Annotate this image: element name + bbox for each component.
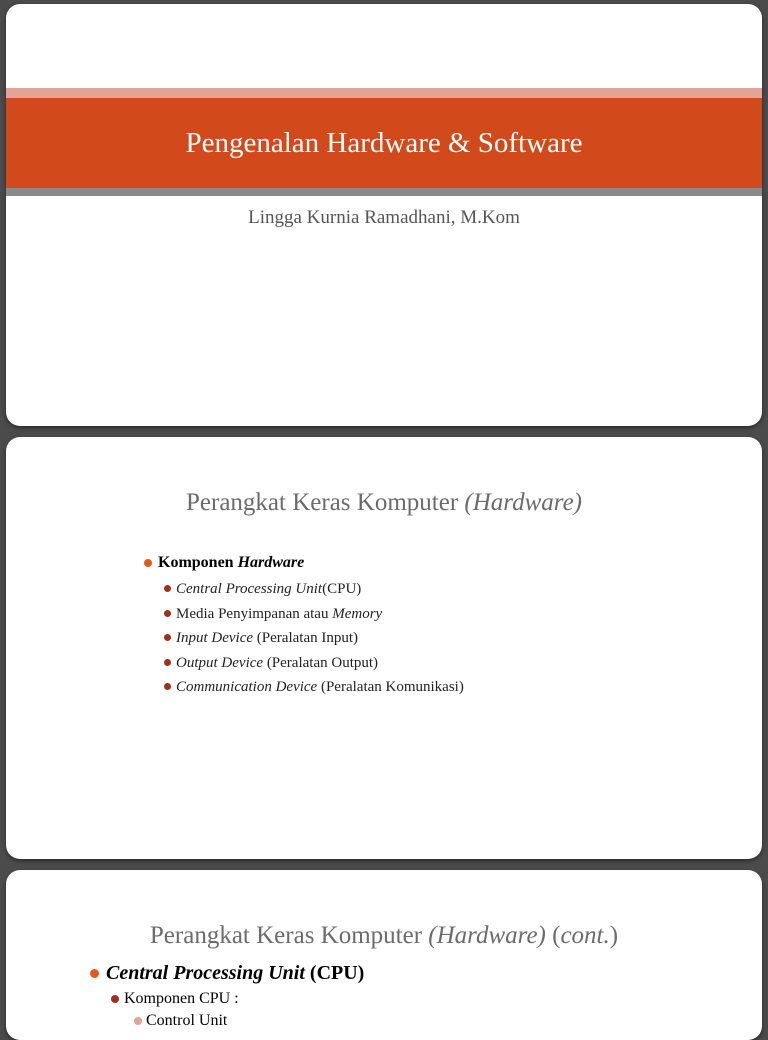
bullet-icon xyxy=(111,995,119,1003)
list-item-text: Control Unit xyxy=(146,1012,228,1029)
list-item xyxy=(158,555,464,581)
list-item xyxy=(176,581,464,606)
list-item-text: (Peralatan Komunikasi) xyxy=(317,679,464,695)
bullet-list xyxy=(106,963,364,1035)
title-band-top-stripe xyxy=(6,88,762,98)
list-item-text: (Peralatan Input) xyxy=(253,630,359,646)
list-item xyxy=(106,963,364,991)
heading-text: Perangkat Keras Komputer xyxy=(186,489,465,516)
heading-text: Perangkat Keras Komputer xyxy=(149,922,429,949)
title-band xyxy=(6,98,762,188)
hardware-slide xyxy=(6,437,762,859)
bullet-icon xyxy=(164,683,171,690)
list-item-text: Komponen xyxy=(158,554,238,571)
list-item-italic: Communication Device xyxy=(176,679,318,695)
list-item xyxy=(176,679,464,704)
list-item-italic: Central Processing Unit xyxy=(176,581,323,597)
list-item-text: (CPU) xyxy=(304,962,365,984)
list-item xyxy=(176,606,464,631)
list-item xyxy=(146,1013,364,1035)
bullet-icon xyxy=(164,634,171,641)
list-item xyxy=(176,655,464,680)
list-item-text: (CPU) xyxy=(322,581,362,597)
slide-heading xyxy=(6,922,762,950)
slide-title: Pengenalan Hardware & Software xyxy=(185,126,583,159)
list-item-text: Media Penyimpanan atau xyxy=(176,605,333,622)
heading-cont: cont. xyxy=(560,922,610,949)
title-band-bottom-stripe xyxy=(6,188,762,196)
list-item-italic: Memory xyxy=(332,605,383,622)
heading-paren-open: ( xyxy=(545,922,561,949)
list-item-text: Komponen CPU : xyxy=(124,990,239,1007)
bullet-icon xyxy=(164,610,171,617)
heading-italic: (Hardware) xyxy=(464,489,582,516)
bullet-icon xyxy=(164,659,171,666)
heading-italic: (Hardware) xyxy=(428,922,546,949)
bullet-icon xyxy=(90,969,99,978)
cpu-slide xyxy=(6,870,762,1040)
bullet-icon xyxy=(144,559,152,567)
bullet-icon xyxy=(164,585,171,592)
list-item-italic: Hardware xyxy=(237,554,305,571)
bullet-list xyxy=(158,555,464,704)
list-item-italic: Output Device xyxy=(176,654,264,671)
slide-heading xyxy=(6,489,762,517)
heading-paren-close: ) xyxy=(609,922,619,949)
list-item xyxy=(176,630,464,655)
list-item-italic: Central Processing Unit xyxy=(106,962,305,984)
list-item-italic: Input Device xyxy=(176,630,254,646)
title-slide xyxy=(6,4,762,426)
list-item xyxy=(124,991,364,1013)
slide-subtitle: Lingga Kurnia Ramadhani, M.Kom xyxy=(248,207,520,228)
list-item-text: (Peralatan Output) xyxy=(263,654,379,671)
